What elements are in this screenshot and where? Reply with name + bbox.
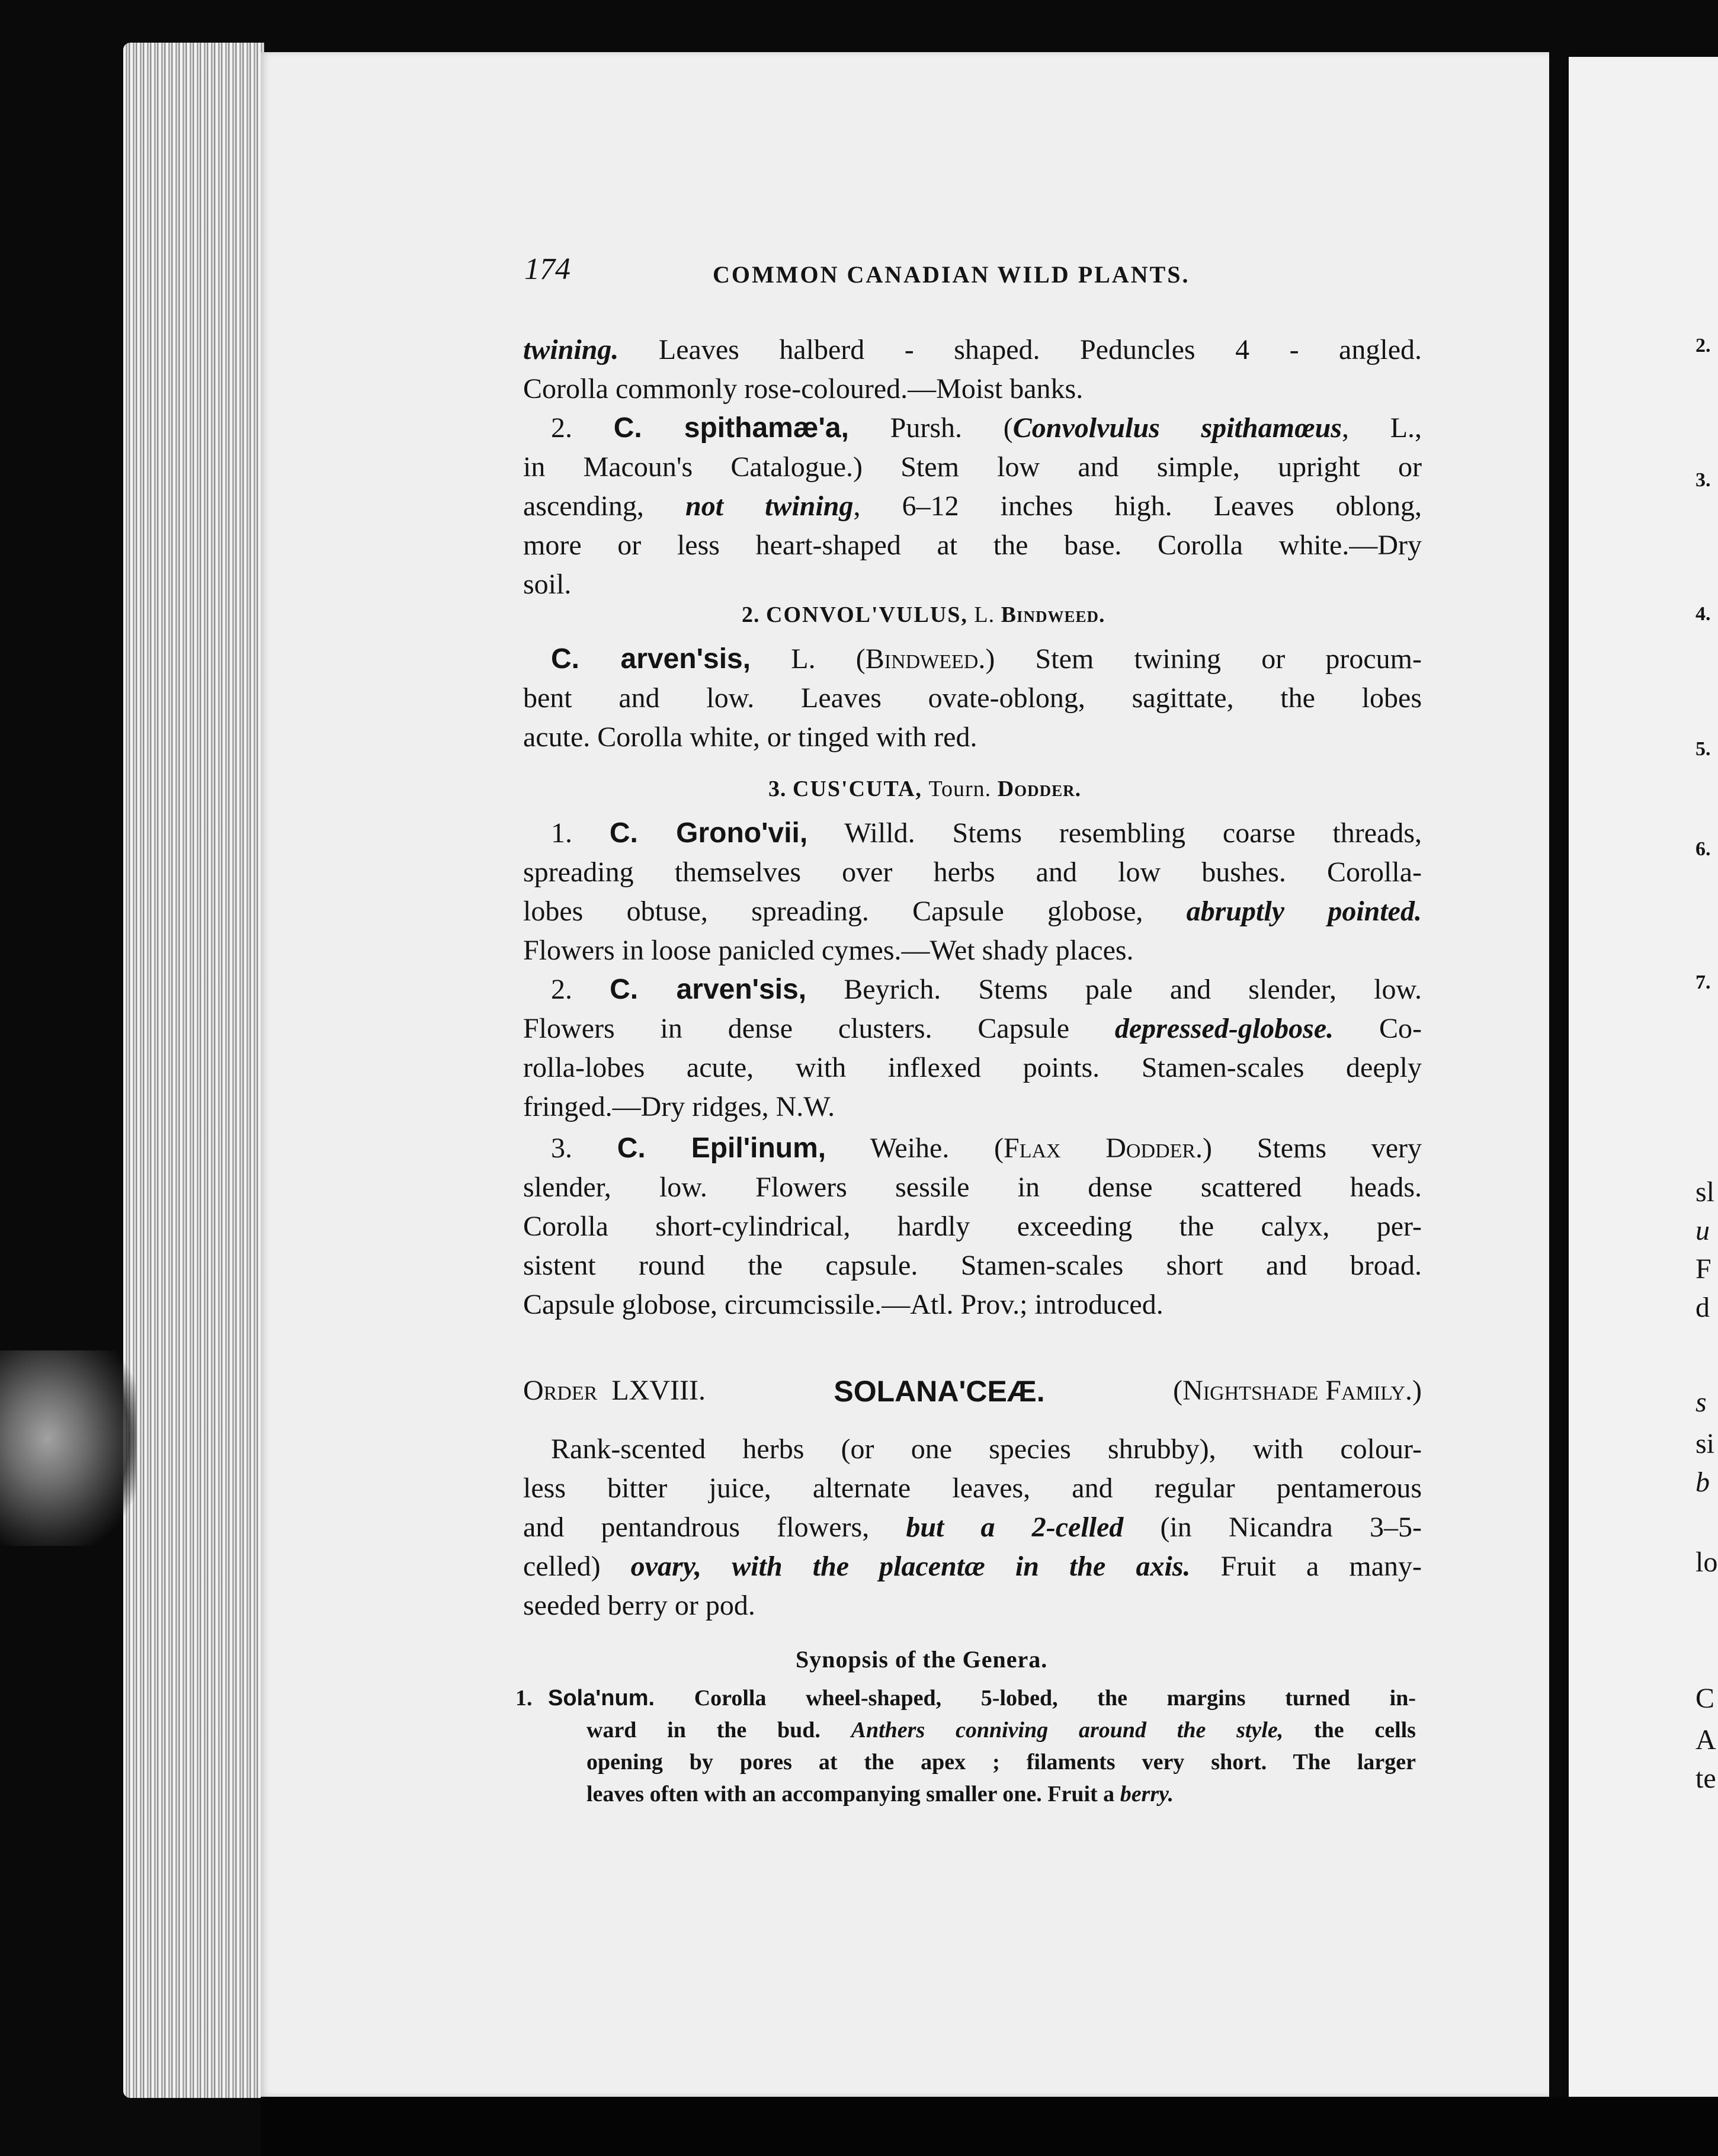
common-name: Flax Dodder. (1004, 1132, 1203, 1164)
text-line (523, 1508, 1422, 1547)
genus-name: Sola'num. (548, 1686, 655, 1711)
species-name: C. arven'sis, (551, 643, 751, 675)
species-entry (551, 970, 1422, 1009)
facing-page-fragment: d (1695, 1292, 1710, 1323)
text-line: in Macoun's Catalogue.) Stem low and simple, upright or (523, 451, 1422, 483)
text-line: Corolla short-cylindrical, hardly exceeding the calyx, per- (523, 1211, 1422, 1242)
species-name: C. Grono'vii, (609, 817, 808, 849)
italic-term: twining. (523, 334, 619, 365)
text-span: , L., (1341, 412, 1422, 444)
order-heading (523, 1374, 1422, 1409)
synopsis-line (548, 1682, 1416, 1714)
facing-page-fragment: lo (1695, 1547, 1718, 1578)
synopsis-number: 1. (515, 1686, 533, 1711)
facing-page-fragment: s (1695, 1387, 1707, 1418)
facing-page-fragment: A (1695, 1724, 1716, 1756)
species-number: 3. (551, 1132, 572, 1164)
facing-page-fragment: sl (1695, 1176, 1715, 1208)
species-number: 1. (551, 817, 572, 849)
text-line: seeded berry or pod. (523, 1590, 755, 1621)
text-line: bent and low. Leaves ovate-oblong, sagittate, the lobes (523, 682, 1422, 714)
synopsis-line (586, 1778, 1416, 1810)
text-span: ward in the bud. (586, 1718, 851, 1743)
text-line (523, 1009, 1422, 1048)
facing-page-number: 6. (1695, 838, 1711, 860)
facing-page-fragment: F (1695, 1253, 1711, 1285)
text-span: Corolla wheel-shaped, 5-lobed, the margins turned in- (655, 1686, 1416, 1711)
text-span: Willd. Stems resembling coarse threads, (807, 817, 1422, 849)
text-span: Co- (1334, 1013, 1422, 1044)
common-name: Bindweed. (865, 643, 986, 675)
genus-number: 2. (742, 602, 760, 627)
text-span: Weihe. ( (826, 1132, 1004, 1164)
genus-authority: Tourn. (928, 777, 992, 801)
facing-page-fragment: u (1695, 1215, 1710, 1246)
italic-term: but a 2-celled (906, 1512, 1124, 1543)
text-line (523, 1547, 1422, 1586)
text-line: Flowers in loose panicled cymes.—Wet shady places. (523, 935, 1134, 966)
genus-number: 3. (768, 777, 787, 801)
species-number: 2. (551, 974, 572, 1005)
species-name: C. Epil'inum, (617, 1132, 826, 1164)
species-entry (551, 814, 1422, 853)
italic-term: Anthers conniving around the style, (851, 1718, 1284, 1743)
text-line: soil. (523, 569, 572, 600)
facing-page-number: 4. (1695, 603, 1711, 625)
text-line: sistent round the capsule. Stamen-scales short and broad. (523, 1250, 1422, 1281)
species-name: C. arven'sis, (610, 974, 807, 1005)
text-line: fringed.—Dry ridges, N.W. (523, 1091, 835, 1122)
text-span: the cells (1283, 1718, 1416, 1743)
text-line (523, 331, 1422, 370)
italic-term: ovary, with the placentæ in the axis. (630, 1551, 1191, 1582)
synopsis-title: Synopsis of the Genera. (796, 1646, 1048, 1673)
text-span: Flowers in dense clusters. Capsule (523, 1013, 1115, 1044)
authority: Pursh. ( (848, 412, 1013, 444)
text-line: Capsule globose, circumcissile.—Atl. Prov.; introduced. (523, 1289, 1164, 1320)
text-span: Beyrich. Stems pale and slender, low. (806, 974, 1422, 1005)
species-entry (551, 409, 1422, 448)
scan-bottom-edge (261, 2097, 1718, 2156)
text-span: , 6–12 inches high. Leaves oblong, (853, 490, 1422, 522)
text-span: lobes obtuse, spreading. Capsule globose, (523, 896, 1187, 927)
text-span: leaves often with an accompanying smaller one. Fruit a (586, 1782, 1120, 1807)
text-line (523, 487, 1422, 526)
synopsis-line: opening by pores at the apex ; filaments very short. The larger (586, 1750, 1416, 1775)
italic-term: berry. (1120, 1782, 1174, 1807)
order-label: Order (523, 1375, 598, 1406)
facing-page-number: 2. (1695, 335, 1711, 357)
facing-page-fragment: si (1695, 1428, 1715, 1459)
text-span: L. ( (751, 643, 866, 675)
text-span: celled) (523, 1551, 631, 1582)
facing-page-fragment: te (1695, 1763, 1716, 1794)
facing-page-number: 7. (1695, 971, 1711, 993)
species-entry (551, 640, 1422, 679)
facing-page-number: 3. (1695, 469, 1711, 491)
text-line: acute. Corolla white, or tinged with red. (523, 721, 977, 753)
species-number: 2. (551, 412, 572, 444)
genus-heading (742, 602, 1105, 628)
text-line: more or less heart-shaped at the base. Corolla white.—Dry (523, 530, 1422, 561)
facing-page-number: 5. (1695, 738, 1711, 760)
synonym: Convolvulus spithamœus (1012, 412, 1342, 444)
book-page-edges (123, 43, 264, 2098)
italic-term: not twining (685, 490, 854, 522)
italic-term: depressed-globose. (1114, 1013, 1334, 1044)
text-span: Leaves halberd - shaped. Peduncles 4 - angled. (618, 334, 1422, 365)
text-span: ascending, (523, 490, 685, 522)
order-common-name: (Nightshade Family.) (1173, 1375, 1422, 1406)
synopsis-line (586, 1714, 1416, 1746)
facing-page-fragment: C (1695, 1683, 1715, 1714)
order-name: SOLANA'CEÆ. (834, 1375, 1045, 1408)
page-number: 174 (524, 252, 570, 286)
text-span: ) Stems very (1203, 1132, 1422, 1164)
species-name: C. spithamæ'a, (613, 412, 849, 444)
text-line: spreading themselves over herbs and low bushes. Corolla- (523, 856, 1422, 888)
text-line: slender, low. Flowers sessile in dense scattered heads. (523, 1172, 1422, 1203)
genus-name: CUS'CUTA, (793, 777, 922, 801)
text-line (523, 892, 1422, 931)
text-span: Fruit a many- (1190, 1551, 1422, 1582)
facing-page-fragment: b (1695, 1467, 1710, 1498)
genus-authority: L. (974, 602, 995, 627)
text-span: (in Nicandra 3–5- (1123, 1512, 1422, 1543)
genus-name: CONVOL'VULUS, (766, 602, 968, 627)
genus-common-name: Dodder. (997, 777, 1082, 801)
species-entry (551, 1129, 1422, 1168)
italic-term: abruptly pointed. (1186, 896, 1422, 927)
text-line: Rank-scented herbs (or one species shrubby), with colour- (551, 1433, 1422, 1465)
running-title: COMMON CANADIAN WILD PLANTS. (713, 261, 1190, 288)
genus-heading (768, 776, 1081, 802)
text-line: less bitter juice, alternate leaves, and regular pentamerous (523, 1472, 1422, 1504)
scan-background-noise (0, 1350, 136, 1546)
genus-common-name: Bindweed. (1001, 602, 1105, 627)
text-line: Corolla commonly rose-coloured.—Moist banks. (523, 373, 1084, 405)
order-numeral: LXVIII. (611, 1375, 706, 1406)
text-line: rolla-lobes acute, with inflexed points. Stamen-scales deeply (523, 1052, 1422, 1083)
text-span: ) Stem twining or procum- (985, 643, 1422, 675)
text-span: and pentandrous flowers, (523, 1512, 906, 1543)
